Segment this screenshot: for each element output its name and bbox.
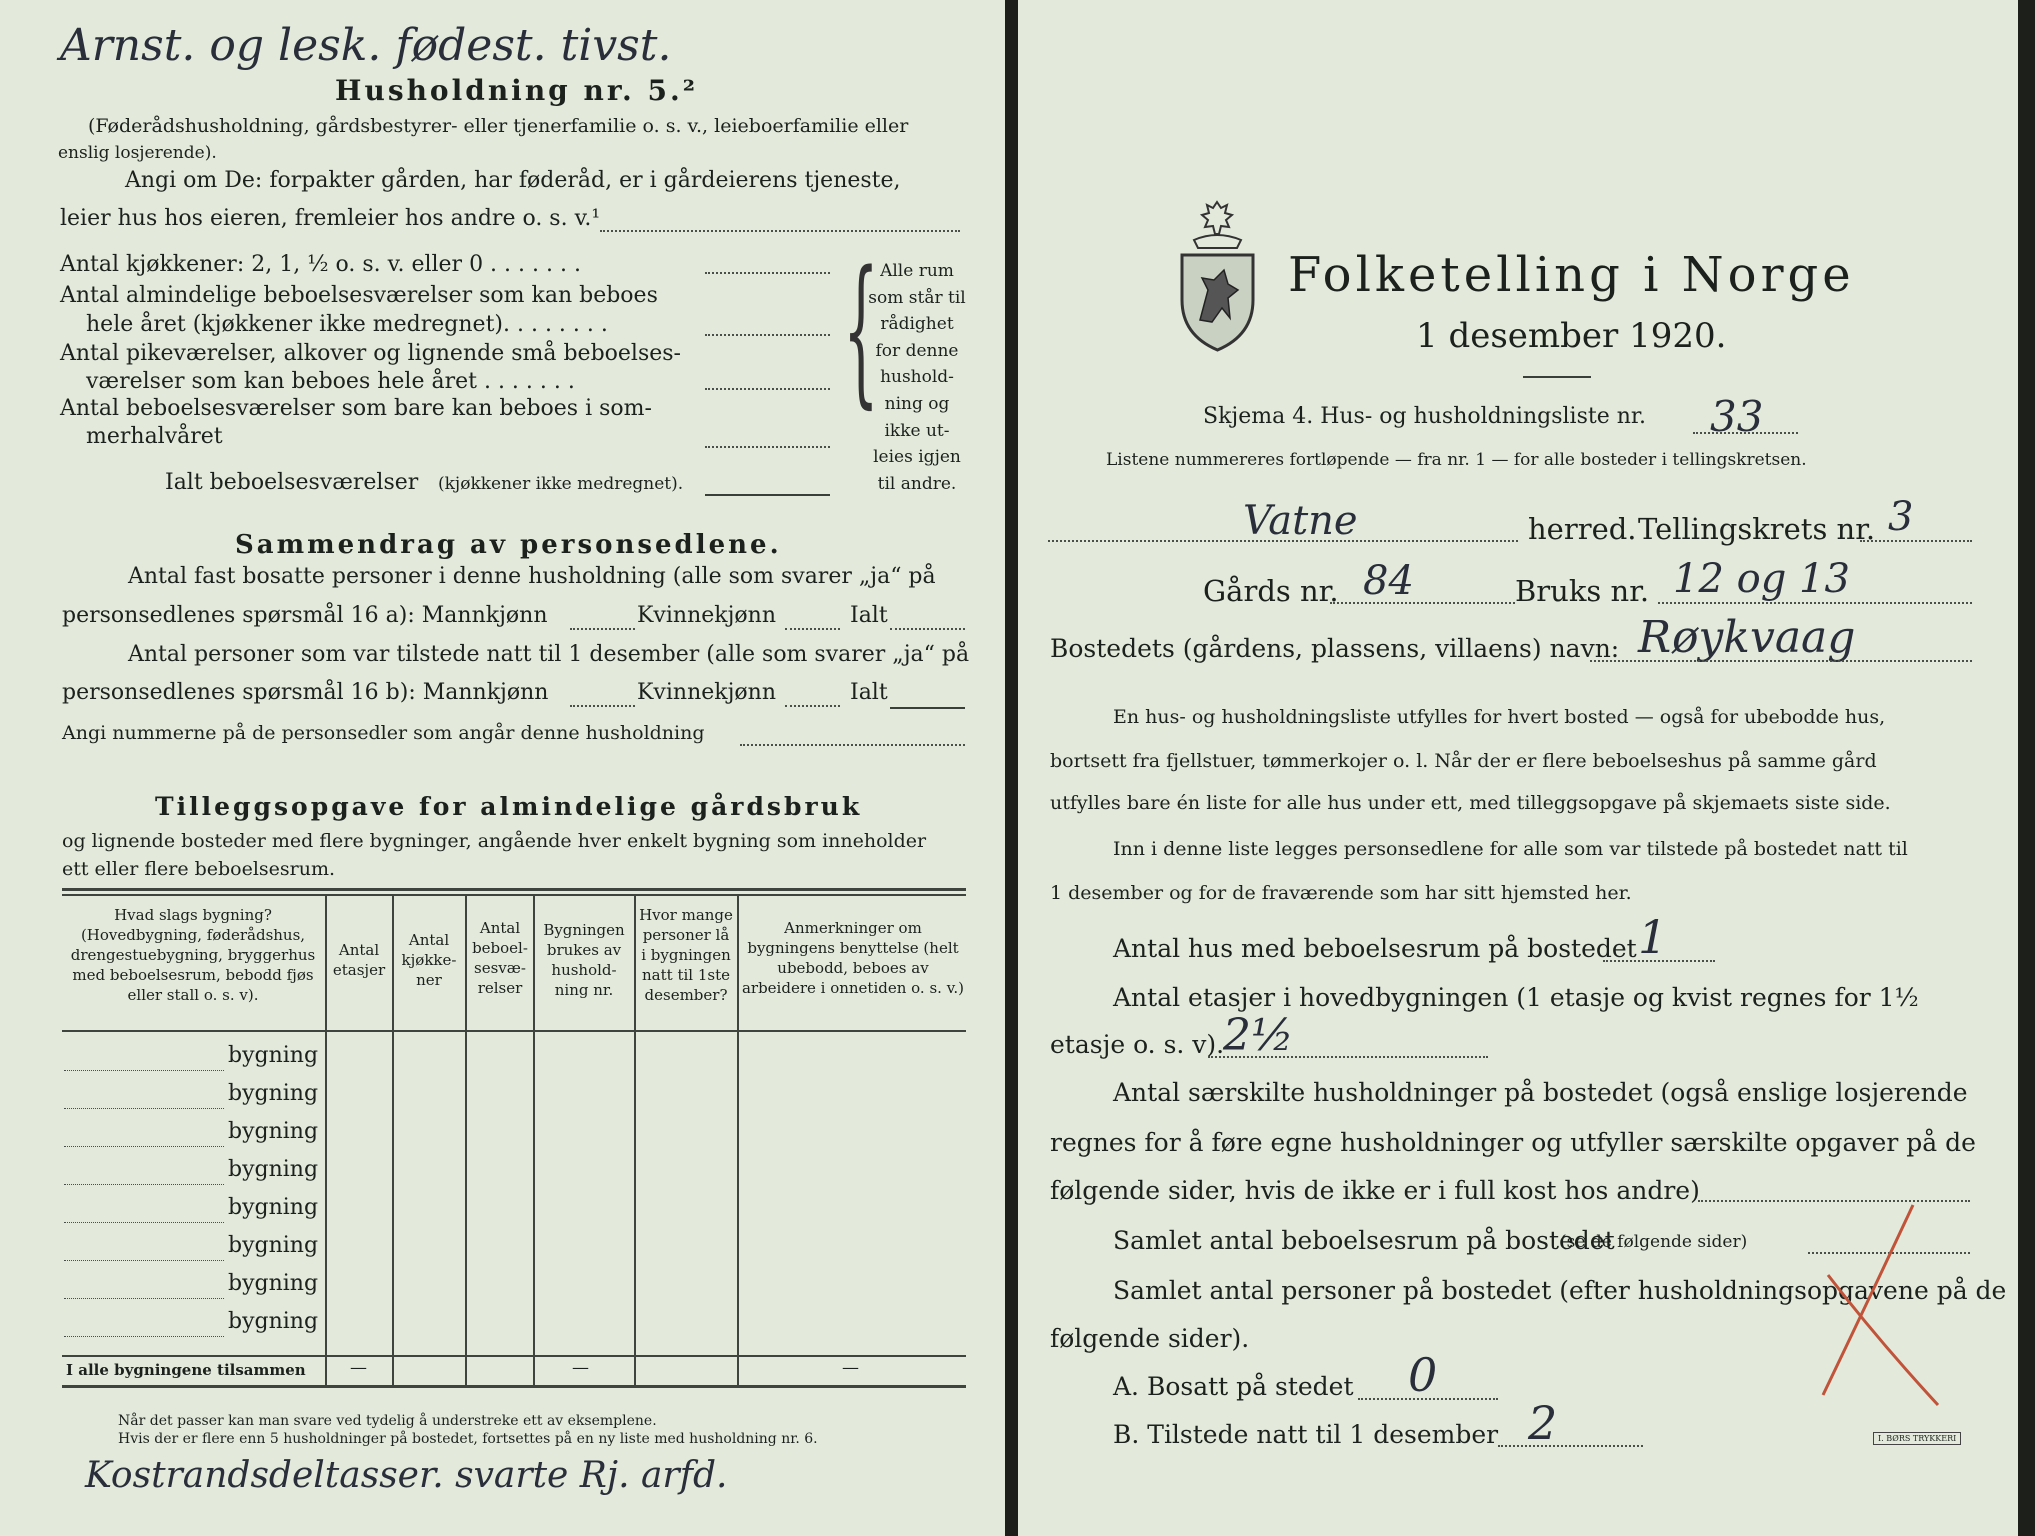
question-line-2: leier hus hos eieren, fremleier hos andre o. s. v.¹ xyxy=(60,206,601,231)
table-row: bygning xyxy=(228,1043,319,1068)
top-handwriting: Arnst. og lesk. fødest. tivst. xyxy=(60,20,672,71)
household-title: Husholdning nr. 5.² xyxy=(335,74,699,107)
hus-label: Antal hus med beboelsesrum på bostedet xyxy=(1113,934,1637,963)
rooms-total-label: Ialt beboelsesværelser xyxy=(165,470,419,495)
table-header-persons: Hvor mange personer lå i bygningen natt til 1ste desember? xyxy=(639,906,733,1004)
row-line xyxy=(64,1298,224,1299)
summary-title: Sammendrag av personsedlene. xyxy=(235,530,782,560)
rooms-line-2: Antal almindelige beboelsesværelser som kan beboes xyxy=(60,283,658,308)
rooms-line-3: hele året (kjøkkener ikke medregnet). . . . . . . . xyxy=(86,312,608,337)
female-line-a xyxy=(785,628,840,630)
table-row: bygning xyxy=(228,1119,319,1144)
summer-rooms-line xyxy=(705,446,830,448)
tilstede-line xyxy=(1498,1445,1643,1447)
samlet-rum-note: (se de følgende sider) xyxy=(1560,1232,1748,1252)
row-line xyxy=(64,1260,224,1261)
intro-line-2: enslig losjerende). xyxy=(58,143,217,163)
rooms-total-line xyxy=(705,494,830,496)
small-rooms-line xyxy=(705,388,830,390)
summary-line-4: personsedlenes spørsmål 16 b): Mannkjønn xyxy=(62,680,549,705)
tillegg-line-2: ett eller flere beboelsesrum. xyxy=(62,858,336,880)
bosatt-line xyxy=(1358,1398,1498,1400)
tillegg-line-1: og lignende bosteder med flere bygninger, angående hver enkelt bygning som inneholder xyxy=(62,830,927,852)
bosted-line xyxy=(1590,660,1972,662)
tellingskrets-label: Tellingskrets nr. xyxy=(1638,512,1876,546)
bottom-handwriting: Kostrandsdeltasser. svarte Rj. arfd. xyxy=(85,1455,728,1496)
table-header-rule xyxy=(62,1030,966,1032)
table-col-divider xyxy=(533,896,535,1385)
bosted-value: Røykvaag xyxy=(1638,612,1856,663)
summary-line-3: Antal personer som var tilstede natt til 1 desember (alle som svarer „ja“ på xyxy=(128,642,970,667)
table-row: bygning xyxy=(228,1271,319,1296)
tilstede-value: 2 xyxy=(1528,1396,1558,1450)
gards-line xyxy=(1330,602,1515,604)
census-date: 1 desember 1920. xyxy=(1416,316,1727,356)
male-line-a xyxy=(570,628,635,630)
bruks-label: Bruks nr. xyxy=(1515,574,1650,608)
footnote-2: Hvis der er flere enn 5 husholdninger på bostedet, fortsettes på en ny liste med husholdning nr. 6. xyxy=(118,1431,818,1447)
husholdninger-line-1: Antal særskilte husholdninger på bostedet (også enslige losjerende xyxy=(1113,1078,1968,1107)
row-line xyxy=(64,1070,224,1071)
angi-line: Angi nummerne på de personsedler som angår denne husholdning xyxy=(62,722,705,744)
total-line-b xyxy=(890,707,965,709)
title-divider xyxy=(1523,376,1591,378)
red-cross-mark xyxy=(1798,1200,1948,1410)
row-line xyxy=(64,1108,224,1109)
female-line-b xyxy=(785,705,840,707)
total-label-b: Ialt xyxy=(850,680,888,705)
table-header-building: Hvad slags bygning? (Hovedbygning, føderådshus, drengestuebygning, bryggerhus med beboelsesrum, bebodd fjøs eller stall o. s. v). xyxy=(70,906,316,1004)
table-col-divider xyxy=(325,896,327,1385)
table-header-remarks: Anmerkninger om bygningens benyttelse (helt ubebodd, beboes av arbeidere i onnetiden o. s. v.) xyxy=(741,919,965,997)
rooms-total-note: (kjøkkener ikke medregnet). xyxy=(438,474,684,494)
tillegg-title: Tilleggsopgave for almindelige gårdsbruk xyxy=(155,792,863,821)
rooms-line-5: værelser som kan beboes hele året . . . . . . . xyxy=(86,369,575,394)
table-col-divider xyxy=(465,896,467,1385)
table-row: bygning xyxy=(228,1195,319,1220)
herred-label: herred. xyxy=(1528,512,1637,546)
total-dash-remarks: — xyxy=(842,1358,859,1378)
table-col-divider xyxy=(392,896,394,1385)
table-top-rule-2 xyxy=(62,894,966,896)
info-line-1: En hus- og husholdningsliste utfylles for hvert bosted — også for ubebodde hus, xyxy=(1113,706,1886,728)
intro-line-1: (Føderådshusholdning, gårdsbestyrer- eller tjenerfamilie o. s. v., leieboerfamilie eller xyxy=(88,115,909,137)
question-line-1: Angi om De: forpakter gården, har føderåd, er i gårdeierens tjeneste, xyxy=(125,168,901,193)
etasjer-line-1: Antal etasjer i hovedbygningen (1 etasje og kvist regnes for 1½ xyxy=(1113,983,1919,1012)
hus-value: 1 xyxy=(1638,910,1668,964)
table-bottom-rule xyxy=(62,1385,966,1388)
right-page xyxy=(1018,0,2018,1536)
herred-value: Vatne xyxy=(1243,498,1358,544)
samlet-personer-line-2: følgende sider). xyxy=(1050,1324,1250,1353)
table-row: bygning xyxy=(228,1233,319,1258)
rooms-line-4: Antal pikeværelser, alkover og lignende små beboelses- xyxy=(60,341,681,366)
husholdninger-line-3: følgende sider, hvis de ikke er i full kost hos andre) xyxy=(1050,1176,1700,1205)
husholdninger-line-2: regnes for å føre egne husholdninger og utfyller særskilte opgaver på de xyxy=(1050,1128,1976,1157)
skjema-number-line xyxy=(1693,432,1798,434)
gards-label: Gårds nr. xyxy=(1203,574,1339,608)
table-row: bygning xyxy=(228,1157,319,1182)
listene-line: Listene nummereres fortløpende — fra nr. 1 — for alle bosteder i tellingskretsen. xyxy=(1106,450,1807,470)
bosatt-label: A. Bosatt på stedet xyxy=(1113,1372,1354,1401)
info-line-5: 1 desember og for de fraværende som har sitt hjemsted her. xyxy=(1050,882,1632,904)
table-header-household: Bygningen brukes av hushold-ning nr. xyxy=(543,921,625,999)
bosatt-value: 0 xyxy=(1408,1348,1438,1402)
rooms-line-1: Antal kjøkkener: 2, 1, ½ o. s. v. eller 0 . . . . . . . xyxy=(60,252,581,277)
total-dash-household: — xyxy=(572,1358,589,1378)
etasjer-answer-line xyxy=(1208,1056,1488,1058)
table-header-kitchens: Antal kjøkke-ner xyxy=(401,931,457,989)
etasjer-line-2: etasje o. s. v). xyxy=(1050,1030,1225,1059)
table-top-rule xyxy=(62,888,966,891)
herred-line xyxy=(1048,540,1518,542)
rooms-line-6: Antal beboelsesværelser som bare kan beboes i som- xyxy=(60,396,652,421)
bruks-value: 12 og 13 xyxy=(1673,556,1850,602)
coat-of-arms-icon xyxy=(1170,200,1265,355)
tellingskrets-line xyxy=(1860,540,1972,542)
table-row: bygning xyxy=(228,1081,319,1106)
table-col-divider xyxy=(737,896,739,1385)
census-title: Folketelling i Norge xyxy=(1288,247,1855,303)
left-page xyxy=(0,0,1005,1536)
rooms-line-7: merhalvåret xyxy=(86,424,223,449)
etasjer-value: 2½ xyxy=(1223,1010,1294,1061)
table-header-floors: Antal etasjer xyxy=(332,941,386,979)
side-note: Alle rum som står til rådighet for denne hushold- ning og ikke ut- leies igjen til andre. xyxy=(868,261,966,494)
total-line-a xyxy=(890,628,965,630)
bruks-line xyxy=(1658,602,1972,604)
samlet-personer-line-1: Samlet antal personer på bostedet (efter husholdningsopgavene på de xyxy=(1113,1276,2007,1305)
kitchens-line xyxy=(705,272,830,274)
skjema-number: 33 xyxy=(1710,392,1764,441)
table-col-divider xyxy=(634,896,636,1385)
row-line xyxy=(64,1336,224,1337)
rooms-line xyxy=(705,334,830,336)
female-label-a: Kvinnekjønn xyxy=(637,603,776,628)
brace: { xyxy=(843,236,879,423)
female-label-b: Kvinnekjønn xyxy=(637,680,776,705)
gards-value: 84 xyxy=(1363,558,1414,604)
row-line xyxy=(64,1146,224,1147)
samlet-rum-label: Samlet antal beboelsesrum på bostedet xyxy=(1113,1226,1615,1255)
tellingskrets-value: 3 xyxy=(1888,494,1914,540)
skjema-line: Skjema 4. Hus- og husholdningsliste nr. xyxy=(1203,404,1646,429)
table-total-rule xyxy=(62,1355,966,1357)
summary-line-1: Antal fast bosatte personer i denne husholdning (alle som svarer „ja“ på xyxy=(128,564,936,589)
total-label-a: Ialt xyxy=(850,603,888,628)
table-total-label: I alle bygningene tilsammen xyxy=(66,1361,306,1379)
info-line-2: bortsett fra fjellstuer, tømmerkojer o. l. Når der er flere beboelseshus på samme gård xyxy=(1050,750,1877,772)
bosted-label: Bostedets (gårdens, plassens, villaens) navn: xyxy=(1050,634,1620,663)
table-header-rooms: Antal beboel-sesvæ-relser xyxy=(472,919,528,997)
printer-stamp: I. BØRS TRYKKERI xyxy=(1873,1432,1961,1445)
summary-line-2: personsedlenes spørsmål 16 a): Mannkjønn xyxy=(62,603,548,628)
footnote-1: Når det passer kan man svare ved tydelig å understreke ett av eksemplene. xyxy=(118,1413,657,1429)
row-line xyxy=(64,1184,224,1185)
angi-answer-line xyxy=(740,744,965,746)
info-line-4: Inn i denne liste legges personsedlene for alle som var tilstede på bostedet natt til xyxy=(1113,838,1908,860)
total-dash-floors: — xyxy=(350,1358,367,1378)
male-line-b xyxy=(570,705,635,707)
hus-line xyxy=(1603,960,1715,962)
tilstede-label: B. Tilstede natt til 1 desember xyxy=(1113,1420,1499,1449)
info-line-3: utfylles bare én liste for alle hus under ett, med tilleggsopgave på skjemaets siste side. xyxy=(1050,792,1891,814)
row-line xyxy=(64,1222,224,1223)
table-row: bygning xyxy=(228,1309,319,1334)
answer-line xyxy=(600,230,960,232)
